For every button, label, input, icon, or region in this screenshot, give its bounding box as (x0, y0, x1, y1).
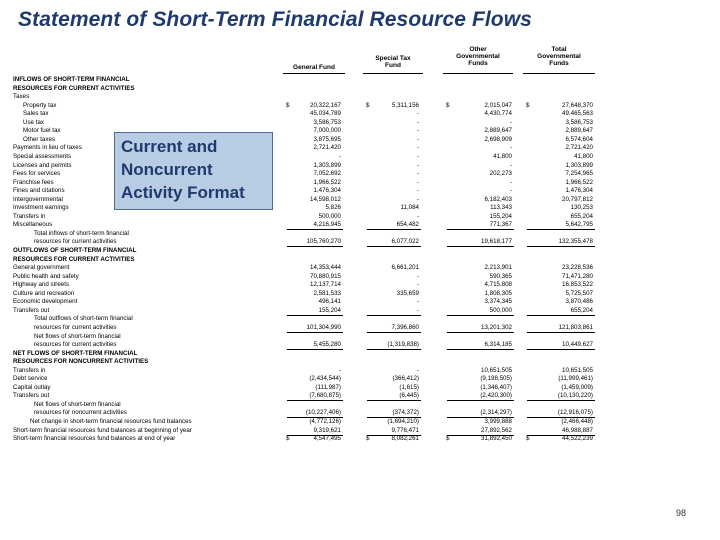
cell-value: 155,204 (489, 212, 512, 220)
cell-value: 3,999,888 (484, 418, 512, 425)
row-label: Short-term financial resources fund balances at beginning of year (13, 426, 192, 434)
cell-value: 2,581,533 (313, 289, 341, 297)
cell-value: 655,204 (570, 212, 593, 220)
cell-value: 2,721,420 (313, 144, 341, 152)
cell-value: (2,434,544) (309, 375, 341, 383)
cell-value: - (338, 366, 341, 374)
row-label: OUTFLOWS OF SHORT-TERM FINANCIAL (13, 247, 137, 254)
cell-value: 1,303,899 (565, 161, 593, 169)
cell-value: 6,077,022 (391, 238, 419, 246)
cell-value: 1,476,304 (565, 187, 593, 195)
row-label: Property tax (23, 101, 57, 109)
row-label: Net change in short-term financial resources fund balances (30, 418, 192, 425)
row-label: Highway and streets (13, 281, 70, 289)
row-label: Use tax (23, 118, 44, 126)
cell-value: (2,466,448) (561, 418, 593, 425)
total-rule (287, 332, 343, 333)
cell-value: - (416, 272, 419, 280)
column-header-line: Total (551, 46, 567, 53)
row-label: Motor fuel tax (23, 127, 61, 135)
row-label: RESOURCES FOR NONCURRENT ACTIVITIES (13, 358, 149, 366)
cell-value: 335,659 (396, 289, 419, 297)
cell-value: - (416, 178, 419, 186)
cell-value: 27,892,562 (481, 426, 512, 434)
cell-value: 9,776,471 (391, 426, 419, 434)
cell-value: 500,000 (318, 212, 341, 220)
cell-value: (1,319,838) (387, 341, 419, 349)
page-number: 98 (676, 508, 687, 518)
column-header-line: Governmental (456, 53, 500, 60)
cell-value: 70,880,915 (310, 272, 341, 280)
cell-value: (2,314,297) (480, 409, 512, 417)
cell-value: 654,482 (396, 221, 419, 229)
cell-value: - (416, 135, 419, 143)
row-label: Capital outlay (13, 383, 51, 391)
cell-value: (1,615) (399, 383, 419, 391)
row-label: Intergovernmental (13, 195, 63, 203)
column-header-other-governmental-funds (443, 46, 513, 67)
total-rule (287, 349, 343, 350)
row-label: Transfers out (13, 306, 50, 314)
cell-value: - (509, 144, 512, 152)
row-label: Fees for services (13, 170, 61, 178)
total-rule (527, 246, 595, 247)
callout-line: Current and (121, 137, 218, 156)
cell-value: - (416, 298, 419, 306)
total-rule (287, 246, 343, 247)
row-label: Debt service (13, 375, 48, 383)
cell-value: 2,889,647 (484, 127, 512, 135)
currency-symbol: $ (526, 435, 530, 443)
total-rule (447, 229, 514, 230)
cell-value: 113,343 (490, 204, 512, 212)
cell-value: 14,353,444 (310, 264, 341, 272)
cell-value: 31,892,450 (481, 435, 512, 443)
cell-value: - (509, 178, 512, 186)
cell-value: 3,374,345 (484, 298, 512, 306)
cell-value: 3,586,753 (313, 118, 341, 126)
row-label: General government (13, 264, 70, 272)
total-rule (447, 349, 514, 350)
row-label: RESOURCES FOR CURRENT ACTIVITIES (13, 255, 135, 263)
cell-value: 500,000 (489, 306, 512, 314)
row-label: Economic development (13, 298, 78, 306)
cell-value: (9,198,505) (480, 375, 512, 383)
currency-symbol: $ (446, 435, 450, 443)
cell-value: 1,808,305 (484, 289, 512, 297)
cell-value: 8,082,261 (391, 435, 419, 443)
cell-value: 3,870,486 (565, 298, 593, 306)
cell-value: 6,314,185 (484, 341, 512, 349)
cell-value: 7,254,965 (565, 170, 593, 178)
cell-value: - (416, 161, 419, 169)
cell-value: - (509, 161, 512, 169)
cell-value: 155,204 (318, 306, 341, 314)
cell-value: (374,372) (392, 409, 419, 417)
cell-value: (12,916,075) (557, 409, 593, 417)
total-rule (527, 315, 595, 316)
header-underline (283, 73, 345, 74)
cell-value: 1,303,899 (313, 161, 341, 169)
cell-value: - (416, 110, 419, 118)
cell-value: 23,228,536 (562, 264, 593, 272)
slide-title: Statement of Short-Term Financial Resource Flows (18, 8, 532, 31)
cell-value: 132,355,478 (558, 238, 593, 246)
total-rule (447, 246, 514, 247)
row-label: resources for current activities (34, 238, 117, 246)
cell-value: 11,084 (400, 204, 419, 212)
total-rule (367, 246, 421, 247)
cell-value: 655,204 (570, 306, 593, 314)
row-label: Franchise fees (13, 178, 54, 186)
cell-value: 49,465,563 (562, 110, 593, 118)
row-label: Total outflows of short-term financial (34, 315, 133, 323)
cell-value: 2,721,420 (565, 144, 593, 152)
cell-value: 9,319,621 (313, 426, 341, 434)
cell-value: 46,988,887 (562, 426, 593, 434)
total-rule (447, 315, 514, 316)
cell-value: 4,547,495 (313, 435, 341, 443)
total-rule (447, 332, 514, 333)
row-label: Licenses and permits (13, 161, 72, 169)
total-rule (287, 315, 343, 316)
row-label: Net flows of short-term financial (34, 400, 121, 408)
cell-value: - (509, 187, 512, 195)
cell-value: 13,201,302 (481, 323, 512, 331)
row-label: Transfers in (13, 212, 46, 220)
cell-value: 4,715,808 (484, 281, 512, 289)
cell-value: 27,648,370 (562, 101, 593, 109)
currency-symbol: $ (366, 435, 370, 443)
header-underline (363, 73, 423, 74)
cell-value: 6,574,604 (565, 135, 593, 143)
cell-value: 19,618,177 (481, 238, 512, 246)
column-header-line: Governmental (537, 53, 581, 60)
currency-symbol: $ (286, 101, 290, 109)
cell-value: 1,476,304 (313, 187, 341, 195)
cell-value: - (509, 118, 512, 126)
column-header-line: Other (469, 46, 487, 53)
cell-value: - (416, 144, 419, 152)
cell-value: - (416, 366, 419, 374)
cell-value: 1,966,522 (565, 178, 593, 186)
cell-value: 14,598,012 (310, 195, 341, 203)
cell-value: - (416, 212, 419, 220)
row-label: Taxes (13, 93, 30, 101)
cell-value: 10,651,505 (481, 366, 512, 374)
total-rule (527, 332, 595, 333)
cell-value: 7,052,692 (313, 170, 341, 178)
cell-value: (6,445) (399, 392, 419, 400)
row-label: Short-term financial resources fund balances at end of year (13, 435, 176, 443)
cell-value: 3,875,695 (313, 135, 341, 143)
cell-value: 2,698,909 (484, 135, 512, 143)
cell-value: 101,304,990 (306, 323, 341, 331)
total-rule (287, 229, 343, 230)
cell-value: 20,797,812 (562, 195, 593, 203)
callout-line: Noncurrent (121, 160, 213, 179)
cell-value: 202,273 (489, 170, 512, 178)
cell-value: 2,015,047 (484, 101, 512, 109)
cell-value: - (416, 118, 419, 126)
cell-value: 10,449,627 (562, 341, 593, 349)
cell-value: 4,216,945 (313, 221, 341, 229)
cell-value: 5,826 (325, 204, 341, 212)
cell-value: 2,213,901 (484, 264, 512, 272)
header-underline (523, 73, 595, 74)
row-label: resources for current activities (34, 323, 117, 331)
total-rule (527, 229, 595, 230)
cell-value: 771,367 (489, 221, 512, 229)
cell-value: (10,227,406) (305, 409, 341, 417)
cell-value: (2,420,300) (480, 392, 512, 400)
total-rule (367, 349, 421, 350)
currency-symbol: $ (366, 101, 370, 109)
row-label: Culture and recreation (13, 289, 75, 297)
total-rule (367, 315, 421, 316)
column-header-special-tax-fund (363, 55, 423, 69)
cell-value: (10,130,220) (557, 392, 593, 400)
cell-value: 5,455,280 (313, 341, 341, 349)
cell-value: 10,651,505 (562, 366, 593, 374)
cell-value: 105,760,270 (306, 238, 341, 246)
row-label: RESOURCES FOR CURRENT ACTIVITIES (13, 84, 135, 92)
total-rule (447, 400, 514, 401)
cell-value: 130,253 (570, 204, 593, 212)
cell-value: 16,853,522 (562, 281, 593, 289)
row-label: resources for current activities (34, 341, 117, 349)
total-rule (527, 400, 595, 401)
cell-value: (11,999,461) (558, 375, 593, 383)
cell-value: 7,396,860 (391, 323, 419, 331)
cell-value: 41,800 (493, 152, 512, 160)
cell-value: - (416, 187, 419, 195)
currency-symbol: $ (286, 435, 290, 443)
cell-value: 20,322,167 (310, 101, 341, 109)
row-label: Miscellaneous (13, 221, 53, 229)
header-underline (443, 73, 513, 74)
cell-value: 496,141 (318, 298, 341, 306)
cell-value: - (416, 306, 419, 314)
cell-value: 5,725,507 (565, 289, 593, 297)
row-label: Sales tax (23, 110, 49, 118)
cell-value: 6,661,201 (391, 264, 419, 272)
cell-value: (1,694,210) (387, 418, 419, 425)
cell-value: - (416, 281, 419, 289)
cell-value: 45,034,789 (310, 110, 341, 118)
cell-value: 1,966,522 (313, 178, 341, 186)
cell-value: - (338, 152, 341, 160)
column-header-total-governmental-funds (523, 46, 595, 67)
column-header-line: Special Tax (375, 55, 411, 62)
currency-symbol: $ (526, 101, 530, 109)
cell-value: 5,642,795 (565, 221, 593, 229)
row-label: INFLOWS OF SHORT-TERM FINANCIAL (13, 76, 130, 83)
cell-value: 3,586,753 (565, 118, 593, 126)
row-label: Transfers out (13, 392, 50, 400)
cell-value: 71,471,280 (562, 272, 593, 280)
cell-value: - (416, 152, 419, 160)
column-header-general-fund: General Fund (293, 64, 335, 71)
total-rule (287, 400, 343, 401)
cell-value: 4,430,774 (484, 110, 512, 118)
cell-value: (1,459,009) (561, 383, 593, 391)
cell-value: - (416, 195, 419, 203)
row-label: Payments in lieu of taxes (13, 144, 82, 152)
cell-value: 2,889,647 (565, 127, 593, 135)
total-rule (367, 229, 421, 230)
cell-value: (4,772,126) (309, 418, 341, 425)
cell-value: 5,311,156 (391, 101, 419, 109)
cell-value: (366,412) (392, 375, 419, 383)
total-rule (367, 400, 421, 401)
cell-value: (1,346,407) (480, 383, 512, 391)
column-header-line: Funds (549, 60, 569, 67)
format-callout-box (114, 132, 273, 210)
cell-value: 590,365 (489, 272, 512, 280)
column-header-line: Funds (468, 60, 488, 67)
cell-value: (7,680,875) (309, 392, 341, 400)
cell-value: 44,522,239 (562, 435, 593, 443)
cell-value: 6,182,403 (484, 195, 512, 203)
row-label: Public health and safety (13, 272, 79, 280)
row-label: Fines and citations (13, 187, 65, 195)
row-label: Total inflows of short-term financial (34, 229, 129, 237)
total-rule (527, 349, 595, 350)
row-label: Special assessments (13, 152, 72, 160)
total-rule (367, 332, 421, 333)
row-label: Investment earnings (13, 204, 69, 212)
cell-value: - (416, 170, 419, 178)
cell-value: (111,987) (315, 383, 341, 391)
cell-value: 7,000,000 (313, 127, 341, 135)
cell-value: 12,137,714 (310, 281, 341, 289)
currency-symbol: $ (446, 101, 450, 109)
row-label: Net flows of short-term financial (34, 332, 121, 340)
cell-value: 121,803,861 (558, 323, 593, 331)
cell-value: 41,800 (574, 152, 593, 160)
column-header-line: Fund (385, 62, 401, 69)
cell-value: - (416, 127, 419, 135)
callout-line: Activity Format (121, 183, 245, 202)
row-label: Other taxes (23, 135, 55, 143)
row-label: NET FLOWS OF SHORT-TERM FINANCIAL (13, 349, 138, 357)
row-label: Transfers in (13, 366, 46, 374)
row-label: resources for noncurrent activities (34, 409, 127, 417)
